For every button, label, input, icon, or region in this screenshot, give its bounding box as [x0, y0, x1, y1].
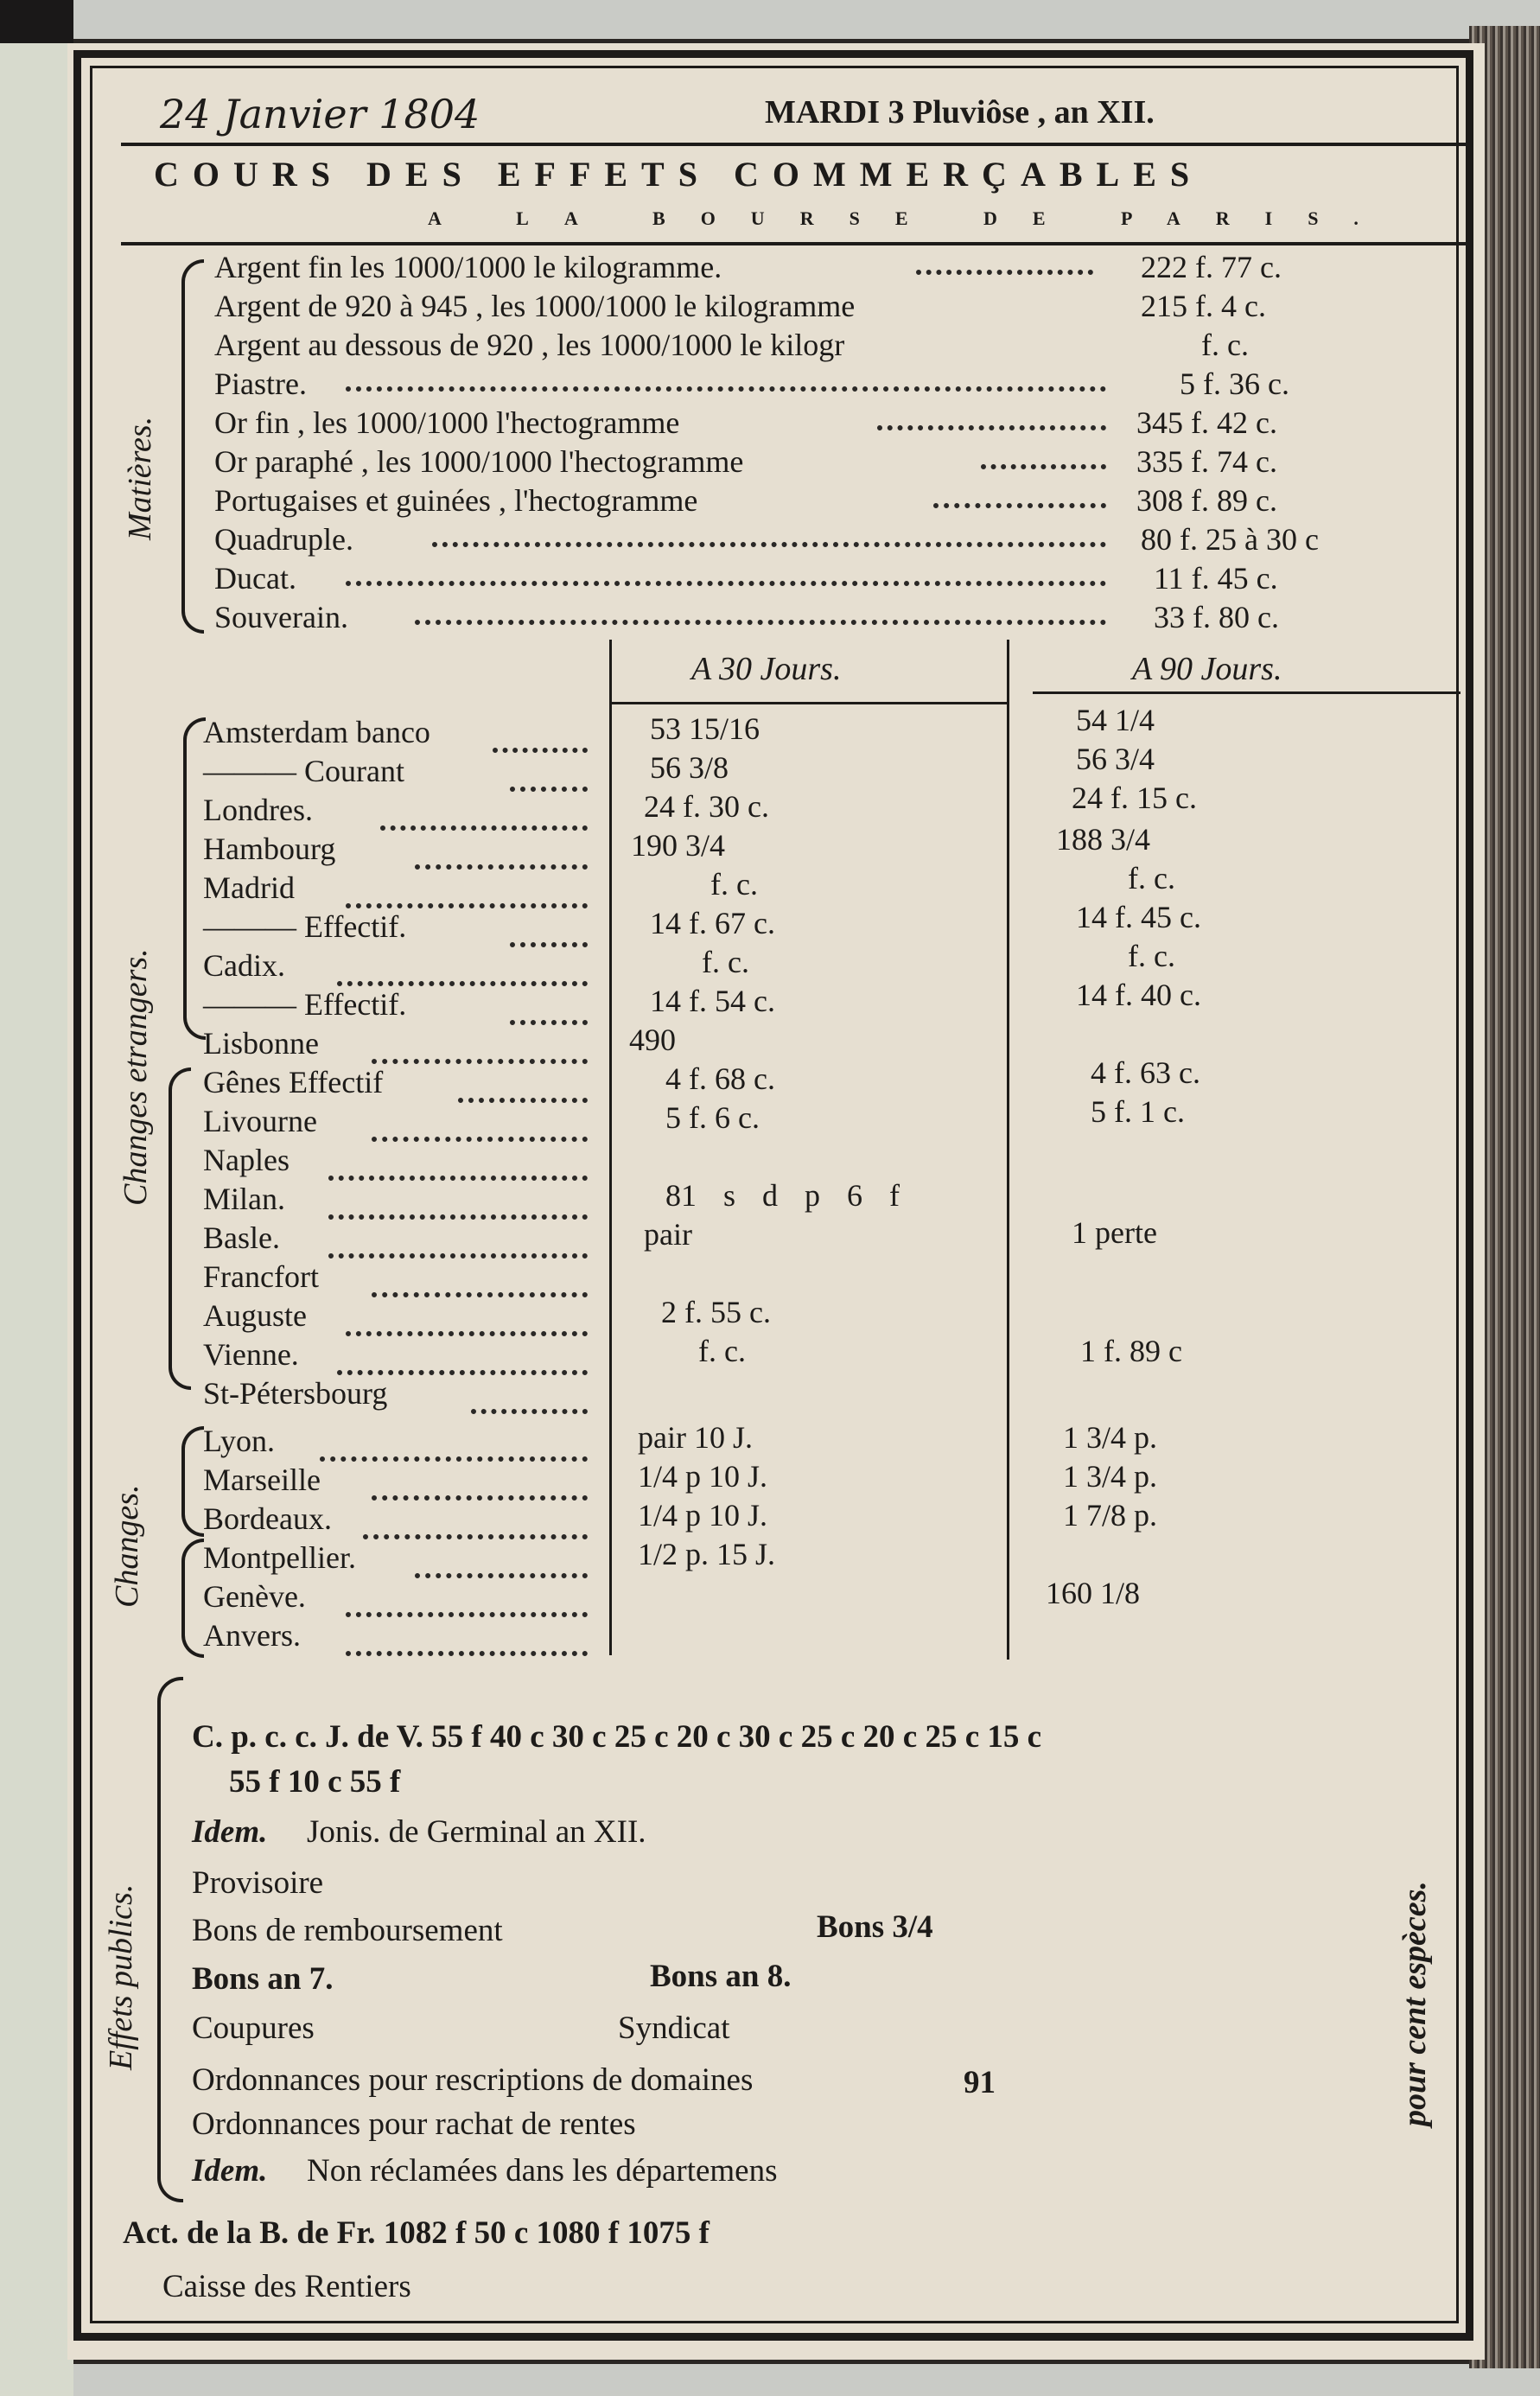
- list-item: Jonis. de Germinal an XII.: [307, 1814, 646, 1850]
- side-note-pour-cent: pour cent espèces.: [1397, 1881, 1433, 2126]
- section-label-matieres: Matières.: [122, 416, 158, 540]
- table-cell-30: 14 f. 54 c.: [650, 984, 775, 1018]
- list-item: Ordonnances pour rescriptions de domaines: [192, 2062, 754, 2098]
- table-cell-30: 190 3/4: [631, 828, 726, 863]
- column-header-90: A 90 Jours.: [1132, 651, 1282, 687]
- page-subtitle: A LA BOURSE DE PARIS.: [428, 207, 1394, 229]
- list-item: Bons 3/4: [817, 1909, 933, 1945]
- table-cell-90: 56 3/4: [1076, 742, 1155, 776]
- table-row-name: Milan.: [203, 1182, 285, 1216]
- list-item: Argent de 920 à 945 , les 1000/1000 le kilogramme: [214, 289, 856, 323]
- table-cell-30: 1/4 p 10 J.: [638, 1498, 768, 1533]
- table-row-name: ——— Effectif.: [203, 987, 407, 1022]
- printed-date: MARDI 3 Pluviôse , an XII.: [765, 94, 1155, 131]
- dot-leader: [432, 542, 1106, 547]
- list-item: Argent au dessous de 920 , les 1000/1000 le kilogr: [214, 328, 845, 362]
- list-item: Or paraphé , les 1000/1000 l'hectogramme: [214, 444, 744, 479]
- dot-leader: [328, 1176, 588, 1181]
- dot-leader: [510, 1020, 588, 1025]
- column-divider-left: [609, 640, 612, 1655]
- list-item-idem: Idem.: [192, 2153, 268, 2189]
- dot-leader: [337, 1370, 588, 1375]
- table-cell-90: 14 f. 45 c.: [1076, 900, 1201, 934]
- table-cell-30: 56 3/8: [650, 750, 729, 785]
- table-cell-90: 160 1/8: [1046, 1576, 1141, 1610]
- table-row-name: Francfort: [203, 1259, 319, 1294]
- table-cell-30: 81 s d p 6 f: [665, 1178, 900, 1213]
- list-value: 345 f. 42 c.: [1136, 405, 1277, 440]
- dot-leader: [916, 270, 1093, 275]
- brace-effets-publics: [157, 1677, 183, 2202]
- list-value: 5 f. 36 c.: [1180, 366, 1289, 401]
- list-item: Argent fin les 1000/1000 le kilogramme.: [214, 250, 722, 284]
- dot-leader: [415, 1573, 588, 1578]
- list-item: Syndicat: [618, 2010, 730, 2046]
- table-row-name: ——— Courant: [203, 754, 404, 788]
- table-cell-30: pair: [644, 1217, 692, 1252]
- dot-leader: [415, 620, 1106, 625]
- section-label-changes-etrangers: Changes etrangers.: [118, 948, 154, 1206]
- col30-rule: [609, 702, 1007, 704]
- header-rule: [121, 143, 1469, 146]
- dot-leader: [510, 942, 588, 947]
- list-item: Coupures: [192, 2010, 315, 2046]
- table-row-name: Marseille: [203, 1462, 321, 1497]
- dot-leader: [346, 1331, 588, 1336]
- list-item: C. p. c. c. J. de V. 55 f 40 c 30 c 25 c 20 c 30 c 25 c 20 c 25 c 15 c: [192, 1719, 1042, 1755]
- table-cell-30: 5 f. 6 c.: [665, 1100, 760, 1135]
- table-cell-30: f. c.: [710, 867, 758, 902]
- list-value: 215 f. 4 c.: [1141, 289, 1266, 323]
- dot-leader: [346, 386, 1106, 392]
- list-value: f. c.: [1201, 328, 1249, 362]
- list-item: Non réclamées dans les départemens: [307, 2153, 778, 2189]
- list-item: Ordonnances pour rachat de rentes: [192, 2106, 636, 2142]
- dot-leader: [415, 864, 588, 870]
- table-cell-30: 24 f. 30 c.: [644, 789, 769, 824]
- table-cell-90: 1 7/8 p.: [1063, 1498, 1158, 1533]
- dot-leader: [372, 1137, 588, 1142]
- table-cell-90: f. c.: [1128, 939, 1175, 973]
- table-cell-30: f. c.: [698, 1334, 746, 1368]
- column-divider-right: [1007, 640, 1009, 1660]
- table-cell-90: 24 f. 15 c.: [1072, 781, 1197, 815]
- table-row-name: ——— Effectif.: [203, 909, 407, 944]
- brace-changes-2: [181, 1539, 204, 1658]
- list-item: Souverain.: [214, 600, 348, 634]
- table-row-name: Bordeaux.: [203, 1501, 332, 1536]
- table-row-name: Auguste: [203, 1298, 307, 1333]
- bottom-background: [73, 2364, 1540, 2396]
- dot-leader: [510, 787, 588, 792]
- dot-leader: [458, 1098, 588, 1103]
- col90-rule: [1033, 691, 1460, 694]
- table-row-name: Amsterdam banco: [203, 715, 430, 749]
- dot-leader: [363, 1534, 588, 1539]
- table-row-name: Londres.: [203, 793, 313, 827]
- table-cell-90: 5 f. 1 c.: [1091, 1094, 1185, 1129]
- table-row-name: Hambourg: [203, 832, 336, 866]
- table-row-name: Genève.: [203, 1579, 306, 1614]
- table-cell-30: 14 f. 67 c.: [650, 906, 775, 940]
- dot-leader: [877, 425, 1106, 430]
- table-row-name: Naples: [203, 1143, 290, 1177]
- left-page-edge: [0, 0, 73, 2396]
- table-cell-90: 54 1/4: [1076, 703, 1155, 737]
- dot-leader: [346, 903, 588, 908]
- handwritten-date: 24 Janvier 1804: [160, 91, 480, 137]
- list-value: 91: [964, 2065, 996, 2100]
- list-value: 80 f. 25 à 30 c: [1141, 522, 1319, 557]
- list-item: Quadruple.: [214, 522, 353, 557]
- dot-leader: [471, 1409, 588, 1414]
- dot-leader: [346, 581, 1106, 586]
- table-cell-30: 53 15/16: [650, 711, 760, 746]
- dot-leader: [346, 1651, 588, 1656]
- column-header-30: A 30 Jours.: [691, 651, 842, 687]
- list-value: 11 f. 45 c.: [1154, 561, 1278, 596]
- brace-changes-1: [181, 1426, 204, 1537]
- table-cell-90: 1 perte: [1072, 1215, 1157, 1250]
- table-cell-90: f. c.: [1128, 861, 1175, 895]
- brace-matieres: [181, 259, 204, 634]
- list-item: Bons an 7.: [192, 1961, 334, 1997]
- dot-leader: [320, 1456, 588, 1462]
- table-row-name: Livourne: [203, 1104, 317, 1138]
- table-row-name: Lyon.: [203, 1424, 276, 1458]
- table-row-name: Montpellier.: [203, 1540, 356, 1575]
- table-cell-30: f. c.: [702, 945, 749, 979]
- list-item: 55 f 10 c 55 f: [229, 1764, 401, 1800]
- table-cell-30: 2 f. 55 c.: [661, 1295, 771, 1329]
- list-item: Bons de remboursement: [192, 1913, 503, 1948]
- list-item: Portugaises et guinées , l'hectogramme: [214, 483, 698, 518]
- dot-leader: [493, 748, 588, 753]
- table-cell-30: 1/4 p 10 J.: [638, 1459, 768, 1494]
- section-label-effets-publics: Effets publics.: [103, 1883, 139, 2070]
- list-item: Piastre.: [214, 366, 307, 401]
- title-rule: [121, 242, 1469, 245]
- footer-caisse-rentiers: Caisse des Rentiers: [162, 2269, 411, 2304]
- brace-changes-etrangers-2: [169, 1067, 191, 1390]
- list-item: Ducat.: [214, 561, 296, 596]
- dot-leader: [372, 1495, 588, 1501]
- list-value: 335 f. 74 c.: [1136, 444, 1277, 479]
- table-cell-90: 1 f. 89 c: [1080, 1334, 1182, 1368]
- table-cell-30: 490: [629, 1023, 676, 1057]
- dot-leader: [380, 825, 588, 831]
- dot-leader: [328, 1214, 588, 1220]
- dot-leader: [346, 1612, 588, 1617]
- table-cell-90: 1 3/4 p.: [1063, 1459, 1158, 1494]
- list-item: Or fin , les 1000/1000 l'hectogramme: [214, 405, 680, 440]
- table-cell-90: 4 f. 63 c.: [1091, 1055, 1200, 1090]
- dot-leader: [372, 1059, 588, 1064]
- table-row-name: Madrid: [203, 870, 295, 905]
- list-value: 308 f. 89 c.: [1136, 483, 1277, 518]
- dot-leader: [933, 503, 1106, 508]
- list-value: 222 f. 77 c.: [1141, 250, 1282, 284]
- table-cell-90: 188 3/4: [1056, 822, 1151, 857]
- dot-leader: [372, 1292, 588, 1297]
- table-row-name: Basle.: [203, 1220, 280, 1255]
- table-row-name: Vienne.: [203, 1337, 299, 1372]
- dot-leader: [337, 981, 588, 986]
- page-title: COURS DES EFFETS COMMERÇABLES: [154, 155, 1204, 194]
- table-cell-30: 1/2 p. 15 J.: [638, 1537, 776, 1571]
- list-item: Provisoire: [192, 1865, 324, 1901]
- list-item-idem: Idem.: [192, 1814, 268, 1850]
- table-row-name: Anvers.: [203, 1618, 301, 1653]
- dot-leader: [328, 1253, 588, 1259]
- section-label-changes: Changes.: [109, 1484, 145, 1608]
- list-value: 33 f. 80 c.: [1154, 600, 1279, 634]
- table-cell-30: 4 f. 68 c.: [665, 1061, 775, 1096]
- list-item: Bons an 8.: [650, 1959, 792, 1994]
- table-row-name: Cadix.: [203, 948, 285, 983]
- table-cell-90: 14 f. 40 c.: [1076, 978, 1201, 1012]
- table-row-name: Gênes Effectif: [203, 1065, 384, 1099]
- table-cell-30: pair 10 J.: [638, 1420, 753, 1455]
- table-cell-90: 1 3/4 p.: [1063, 1420, 1158, 1455]
- table-row-name: St-Pétersbourg: [203, 1376, 388, 1411]
- top-background: [73, 0, 1540, 39]
- dot-leader: [981, 464, 1106, 469]
- footer-act-banque: Act. de la B. de Fr. 1082 f 50 c 1080 f 1075 f: [123, 2215, 710, 2251]
- table-row-name: Lisbonne: [203, 1026, 319, 1061]
